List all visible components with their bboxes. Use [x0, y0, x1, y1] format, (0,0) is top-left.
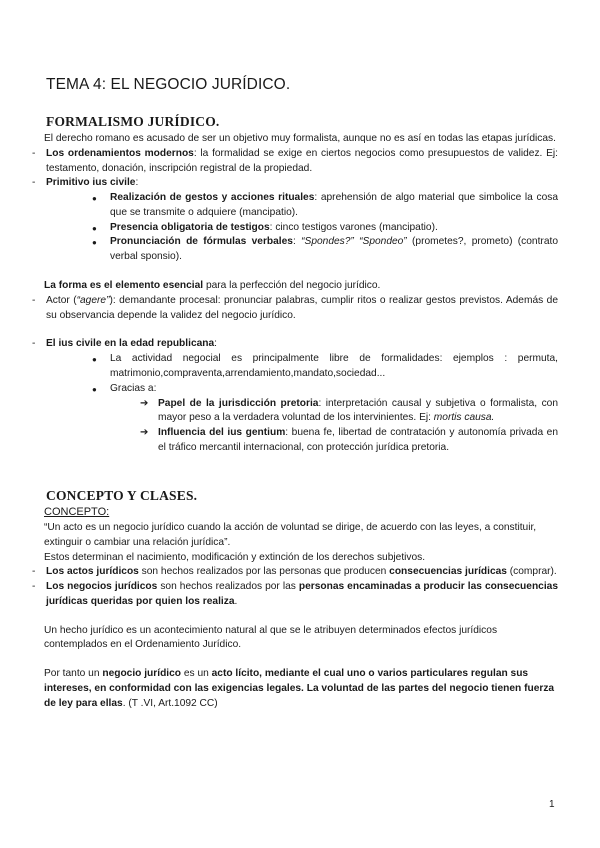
- page-number: 1: [549, 799, 555, 810]
- section-concepto-body: [44, 505, 558, 712]
- list-item-ius-civile: - Primitivo ius civile:: [32, 176, 558, 191]
- list-item-ius-republicana: - El ius civile en la edad republicana:: [32, 337, 558, 352]
- intro-paragraph: El derecho romano es acusado de ser un objetivo muy formalista, aunque no es así en todas las etapas jurídicas.: [44, 133, 556, 144]
- bullet-gracias: ● Gracias a:: [92, 382, 558, 397]
- list-item-ordenamientos: - Los ordenamientos modernos: la formalidad se exige en ciertos negocios como presupuestos de validez. Ej: testamento, donación, inscripción registral de la propiedad.: [32, 147, 558, 177]
- bullet-actividad-negocial: ● La actividad negocial es principalmente libre de formalidades: ejemplos : permuta, matrimonio,compraventa,arrendamiento,mandato,sociedad...: [92, 352, 558, 382]
- arrow-item-jurisdiccion: ➔ Papel de la jurisdicción pretoria: interpretación causal y subjetiva o formalista, con mayor peso a la verdadera voluntad de los intervinientes. Ej: mortis causa.: [140, 397, 558, 427]
- subheading-concepto: CONCEPTO:: [44, 506, 110, 518]
- estos-paragraph: Estos determinan el nacimiento, modificación y extinción de los derechos subjetivos.: [44, 551, 426, 563]
- section-heading-formalismo: FORMALISMO JURÍDICO.: [46, 114, 220, 129]
- page-title: TEMA 4: EL NEGOCIO JURÍDICO.: [46, 76, 291, 93]
- list-item-negocios-juridicos: - Los negocios jurídicos son hechos realizados por las personas encaminadas a producir las consecuencias jurídicas queridas por quien los realiza.: [32, 580, 558, 610]
- hecho-juridico-paragraph: Un hecho jurídico es un acontecimiento natural al que se le atribuyen determinados efectos jurídicos contemplados en el Ordenamiento Jurídico.: [44, 624, 498, 651]
- bullet-formulas: ● Pronunciación de fórmulas verbales: “Spondes?” “Spondeo” (prometes?, prometo) (contrato verbal sponsio).: [92, 235, 558, 265]
- quote-paragraph: “Un acto es un negocio jurídico cuando la acción de voluntad se dirige, de acuerdo con las leyes, a constituir, extinguir o cambiar una relación jurídica”.: [44, 521, 537, 548]
- arrow-item-ius-gentium: ➔ Influencia del ius gentium: buena fe, libertad de contratación y autonomía privada en el tráfico mercantil internacional, con protección jurídica pretoria.: [140, 426, 558, 456]
- bullet-gestos: ● Realización de gestos y acciones rituales: aprehensión de algo material que simbolice la cosa que se transmite o adquiere (mancipatio).: [92, 191, 558, 221]
- list-item-actor: - Actor (“agere”): demandante procesal: pronunciar palabras, cumplir ritos o realizar gestos previstos. Además de su observancia depende la validez del negocio jurídico.: [32, 294, 558, 324]
- bullet-testigos: ● Presencia obligatoria de testigos: cinco testigos varones (mancipatio).: [92, 221, 558, 236]
- section-formalismo-body: [44, 132, 558, 456]
- list-item-actos-juridicos: - Los actos jurídicos son hechos realizados por las personas que producen consecuencias jurídicas (comprar).: [32, 565, 558, 580]
- section-heading-concepto: CONCEPTO Y CLASES.: [46, 488, 198, 503]
- conclusion-paragraph: Por tanto un negocio jurídico es un acto lícito, mediante el cual uno o varios particulares regulan sus intereses, en conformidad con las exigencias legales. La voluntad de las partes del negocio tienen fuerza de ley para ellas. (T .VI, Art.1092 CC): [44, 668, 555, 709]
- forma-paragraph: La forma es el elemento esencial para la perfección del negocio jurídico.: [44, 280, 381, 292]
